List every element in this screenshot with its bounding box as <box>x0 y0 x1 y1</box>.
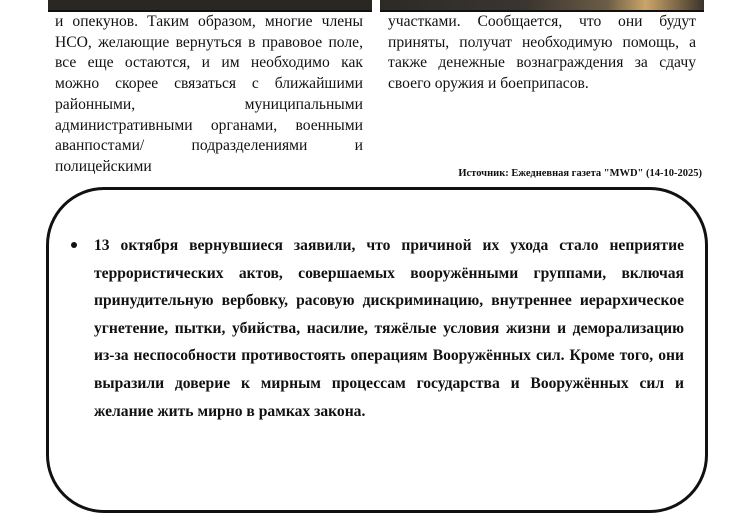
article-left-column <box>55 12 363 178</box>
source-credit: Источник: Ежедневная газета "MWD" (14-10-2025) <box>458 168 702 179</box>
photo-right <box>380 0 704 12</box>
photo-left <box>48 0 372 12</box>
article-right-column <box>388 12 696 95</box>
right-column-text: участками. Сообщается, что они будут приняты, получат необходимую помощь, а также денежные вознаграждения за сдачу своего оружия и боеприпасов. <box>388 13 696 93</box>
left-column-text: и опекунов. Таким образом, многие члены НСО, желающие вернуться в правовое поле, все еще остаются, и им необходимо как можно скорее связаться с ближайшими районными, муниципальными административными органами, военными аванпостами/ подразделениями и полицейскими <box>55 13 363 175</box>
highlight-box <box>46 187 708 513</box>
bullet-icon <box>71 242 77 248</box>
highlight-bullet-text: 13 октября вернувшиеся заявили, что причиной их ухода стало неприятие террористических актов, совершаемых вооружёнными группами, включая принудительную вербовку, расовую дискриминацию, внутреннее иерархическое угнетение, пытки, убийства, насилие, тяжёлые условия жизни и деморализацию из-за неспособности противостоять операциям Вооружённых сил. Кроме того, они выразили доверие к мирным процессам государства и Вооружённых сил и желание жить мирно в рамках закона. <box>94 237 684 420</box>
